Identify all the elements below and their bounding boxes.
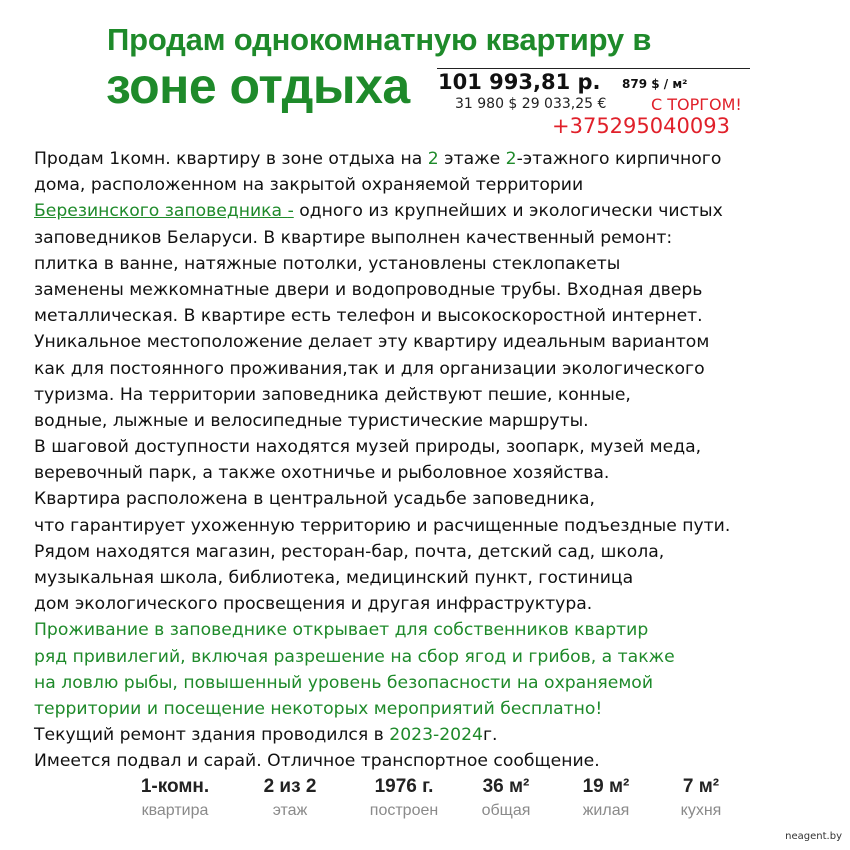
desc-text: Текущий ремонт здания проводился в xyxy=(34,725,390,746)
price-alt-currencies: 31 980 $ 29 033,25 € xyxy=(455,96,607,112)
desc-line: Имеется подвал и сарай. Отличное транспортное сообщение. xyxy=(34,751,600,772)
title-line-2: зоне отдыха xyxy=(106,58,410,114)
desc-text: этаже xyxy=(438,149,506,169)
desc-line: Квартира расположена в центральной усадьбе заповедника, xyxy=(34,489,595,510)
site-watermark: neagent.by xyxy=(785,831,842,842)
desc-line: дом экологического просвещения и другая инфраструктура. xyxy=(34,594,593,615)
property-stats xyxy=(0,776,850,826)
desc-line: дома, расположенном на закрытой охраняемой территории xyxy=(34,175,584,196)
desc-line xyxy=(34,146,834,172)
privileges-line: Проживание в заповеднике открывает для собственников квартир xyxy=(34,620,649,641)
stat-value: 2 из 2 xyxy=(263,776,317,797)
privileges-line: территории и посещение некоторых мероприятий бесплатно! xyxy=(34,698,603,719)
desc-line xyxy=(34,198,834,224)
stat-value: 7 м² xyxy=(682,776,720,797)
stat-label: кухня xyxy=(680,802,722,819)
privileges-line: ряд привилегий, включая разрешение на сбор ягод и грибов, а также xyxy=(34,646,675,667)
stat-label: жилая xyxy=(582,802,630,819)
renovation-years: 2023-2024 xyxy=(389,725,483,746)
price-main: 101 993,81 р. xyxy=(438,70,601,94)
desc-text: Продам 1комн. квартиру в зоне отдыха на xyxy=(34,149,428,169)
stat-label: построен xyxy=(369,802,439,819)
privileges-line: на ловлю рыбы, повышенный уровень безопасности на охраняемой xyxy=(34,672,653,693)
desc-line xyxy=(34,722,834,748)
reserve-link[interactable]: Березинского заповедника xyxy=(34,201,288,222)
desc-line: водные, лыжные и велосипедные туристические маршруты. xyxy=(34,410,589,431)
desc-text: одного из крупнейших и экологически чистых xyxy=(293,201,723,222)
desc-line: музыкальная школа, библиотека, медицинский пункт, гостиница xyxy=(34,568,634,588)
stat-value: 1-комн. xyxy=(140,776,210,797)
reserve-link-dash[interactable]: - xyxy=(287,201,294,222)
price-divider xyxy=(437,68,750,69)
title-line-1: Продам однокомнатную квартиру в xyxy=(107,22,652,57)
price-per-sqm: 879 $ / м² xyxy=(622,77,688,91)
stat-label: этаж xyxy=(272,802,308,819)
desc-line: веревочный парк, а также охотничье и рыболовное хозяйства. xyxy=(34,463,610,484)
stat-kitchen-area xyxy=(641,776,761,820)
desc-line: заповедников Беларуси. В квартире выполнен качественный ремонт: xyxy=(34,227,673,248)
desc-line: Рядом находятся магазин, ресторан-бар, почта, детский сад, школа, xyxy=(34,541,665,562)
stat-floor xyxy=(230,776,350,820)
stat-value: 19 м² xyxy=(582,776,630,797)
desc-line: туризма. На территории заповедника действуют пешие, конные, xyxy=(34,384,631,405)
desc-line: как для постоянного проживания,так и для организации экологического xyxy=(34,358,705,379)
desc-line: металлическая. В квартире есть телефон и высокоскоростной интернет. xyxy=(34,306,703,327)
stat-value: 36 м² xyxy=(482,776,530,797)
floors-total: 2 xyxy=(505,149,517,169)
desc-line: Уникальное местоположение делает эту квартиру идеальным вариантом xyxy=(34,332,710,353)
desc-line: плитка в ванне, натяжные потолки, установлены стеклопакеты xyxy=(34,253,621,274)
desc-line: заменены межкомнатные двери и водопроводные трубы. Входная дверь xyxy=(34,279,703,300)
stat-label: квартира xyxy=(141,802,209,819)
desc-text: -этажного кирпичного xyxy=(516,149,722,169)
desc-text: г. xyxy=(482,725,498,746)
stat-rooms xyxy=(115,776,235,820)
stat-label: общая xyxy=(481,802,531,819)
bargain-badge: С ТОРГОМ! xyxy=(651,95,742,114)
description xyxy=(34,146,834,775)
desc-line: что гарантирует ухоженную территорию и расчищенные подъездные пути. xyxy=(34,515,731,536)
desc-line: В шаговой доступности находятся музей природы, зоопарк, музей меда, xyxy=(34,437,702,458)
floor-number: 2 xyxy=(427,149,439,169)
contact-phone[interactable]: +375295040093 xyxy=(552,114,730,138)
stat-value: 1976 г. xyxy=(374,776,434,797)
